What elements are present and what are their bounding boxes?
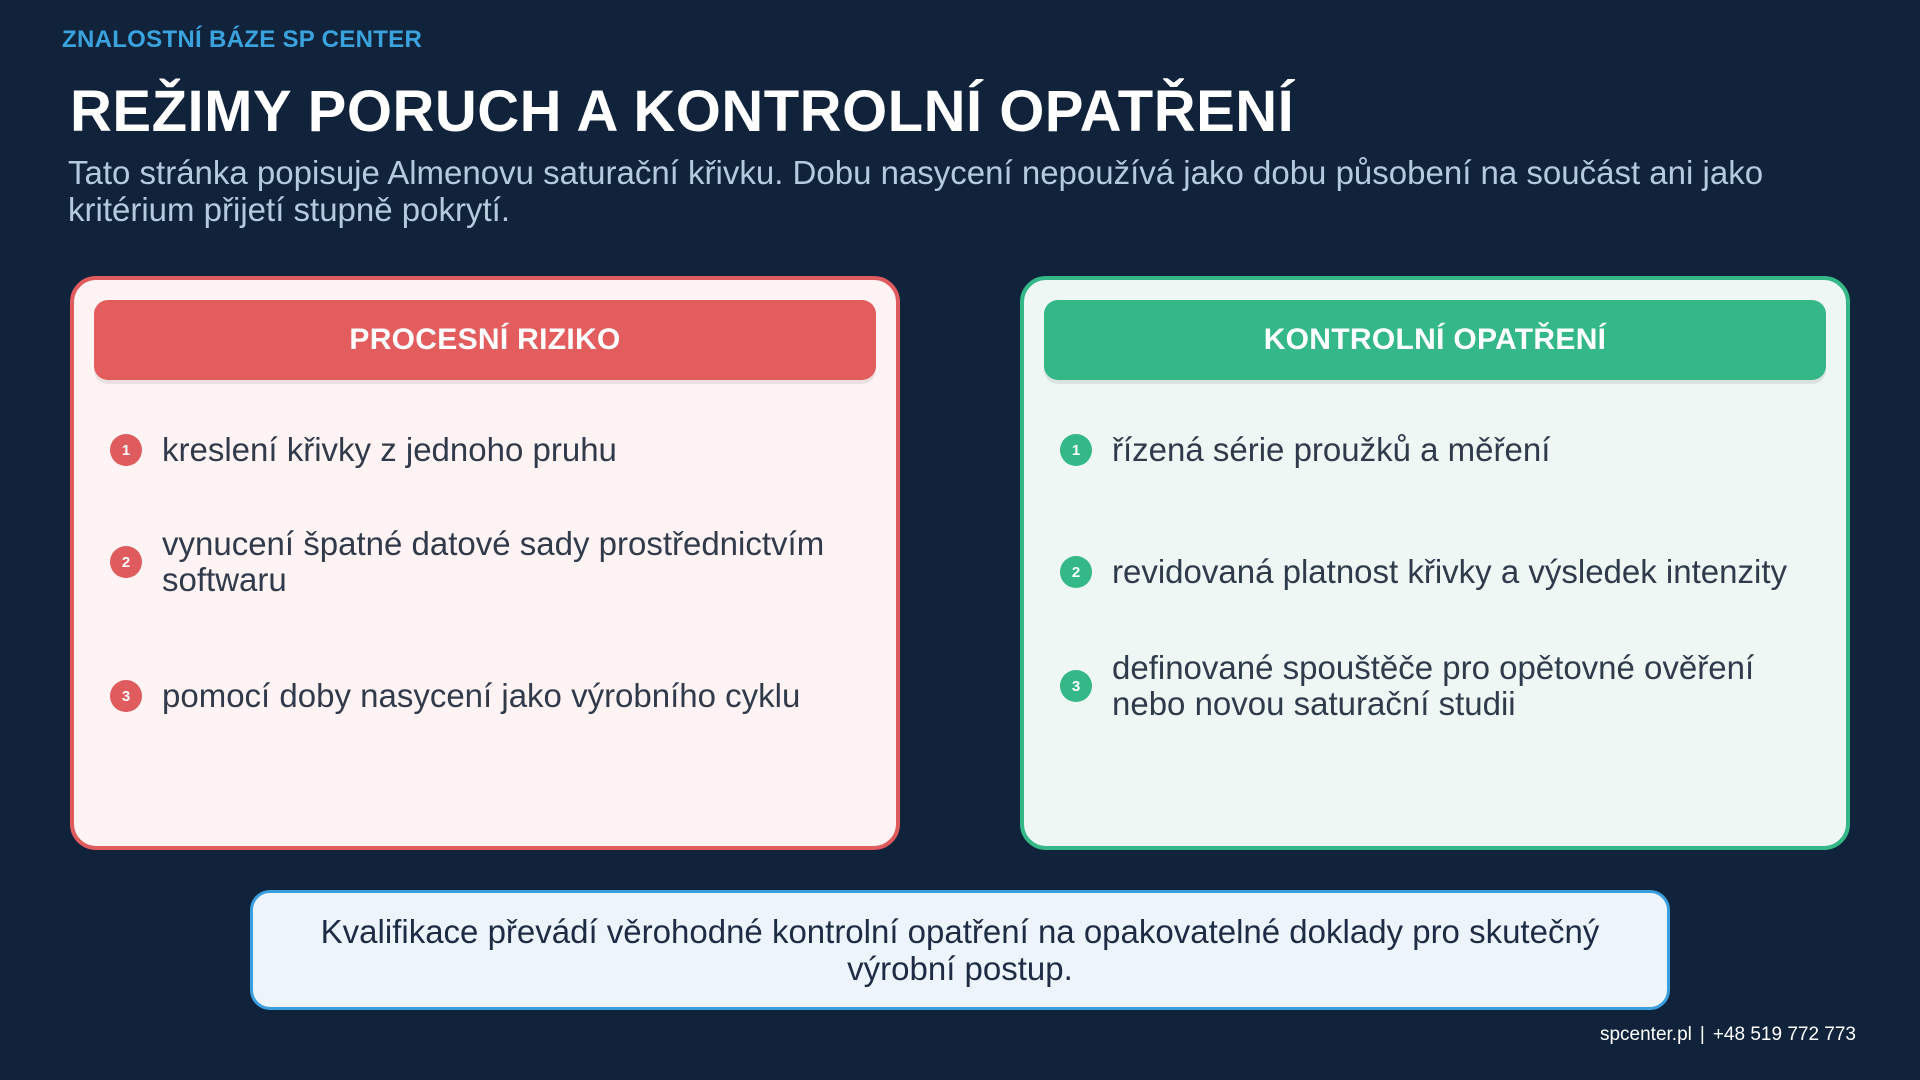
phone-number[interactable]: +48 519 772 773: [1712, 1024, 1856, 1045]
contact-separator: |: [1699, 1024, 1705, 1045]
risk-item-number: 2: [110, 546, 142, 578]
control-item: [1060, 646, 1826, 726]
control-item-number: 3: [1060, 670, 1092, 702]
control-item-text: definované spouštěče pro opětovné ověření nebo novou saturační studii: [1112, 649, 1755, 722]
page-title: REŽIMY PORUCH A KONTROLNÍ OPATŘENÍ: [70, 79, 1295, 144]
risk-item-text: kreslení křivky z jednoho pruhu: [162, 431, 617, 468]
control-item: [1060, 420, 1826, 480]
risk-panel: [70, 276, 900, 850]
summary-note: Kvalifikace převádí věrohodné kontrolní opatření na opakovatelné doklady pro skutečný výrobní postup.: [250, 890, 1670, 1010]
risk-item-number: 1: [110, 434, 142, 466]
kicker-label: ZNALOSTNÍ BÁZE SP CENTER: [62, 26, 423, 53]
control-panel-title: KONTROLNÍ OPATŘENÍ: [1044, 300, 1826, 380]
control-item-text: řízená série proužků a měření: [1112, 431, 1551, 468]
risk-item: [110, 666, 876, 726]
control-item-number: 1: [1060, 434, 1092, 466]
website-link[interactable]: spcenter.pl: [1599, 1024, 1692, 1045]
control-item: [1060, 542, 1826, 602]
risk-item-text: vynucení špatné datové sady prostřednictvím softwaru: [162, 525, 825, 598]
risk-panel-title: PROCESNÍ RIZIKO: [94, 300, 876, 380]
risk-item: [110, 522, 876, 602]
risk-item-number: 3: [110, 680, 142, 712]
control-item-number: 2: [1060, 556, 1092, 588]
page-subtitle: Tato stránka popisuje Almenovu saturační křivku. Dobu nasycení nepoužívá jako dobu působení na součást ani jako kritérium přijetí stupně pokrytí.: [68, 154, 1764, 228]
contact-info: [1600, 1024, 1856, 1046]
control-panel: [1020, 276, 1850, 850]
risk-item-text: pomocí doby nasycení jako výrobního cyklu: [162, 677, 801, 714]
control-item-text: revidovaná platnost křivky a výsledek intenzity: [1112, 553, 1787, 590]
risk-item: [110, 420, 876, 480]
